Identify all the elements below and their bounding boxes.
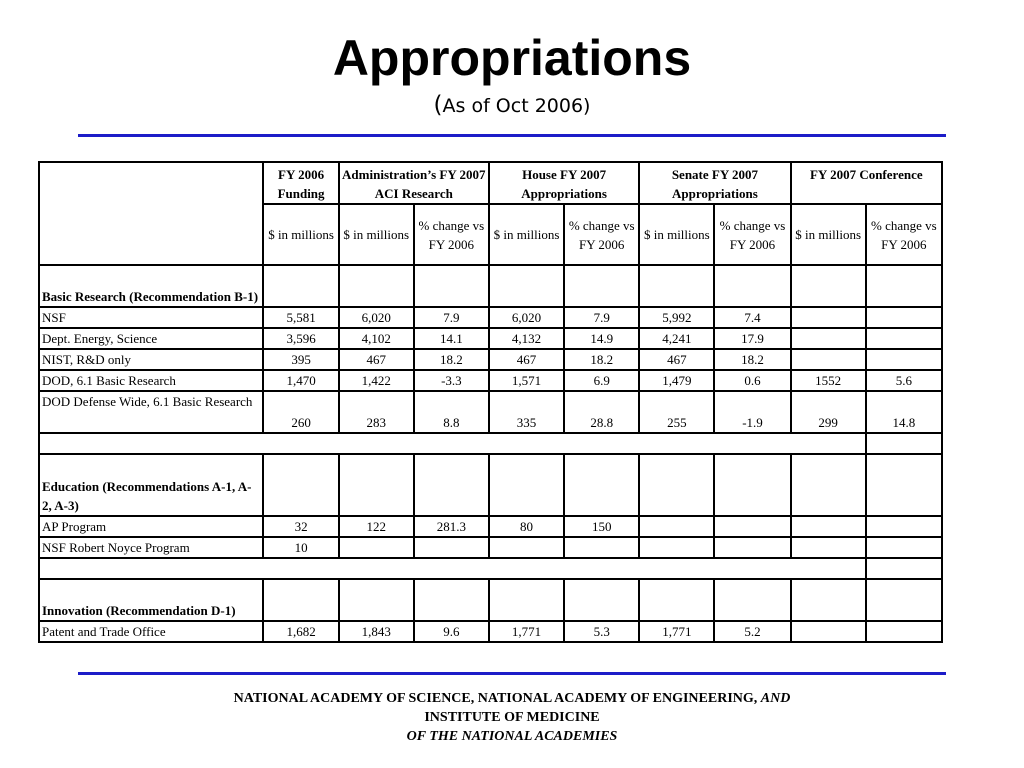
table-row <box>39 391 942 433</box>
table-row <box>39 516 942 537</box>
spacer-cell <box>39 433 866 454</box>
row-label: NSF Robert Noyce Program <box>39 537 263 558</box>
value-cell: 395 <box>263 349 338 370</box>
value-cell <box>639 537 714 558</box>
value-cell: 14.9 <box>564 328 639 349</box>
value-cell <box>639 516 714 537</box>
value-cell <box>866 328 942 349</box>
empty-cell <box>263 454 338 516</box>
empty-cell <box>866 579 942 621</box>
top-divider <box>78 134 946 137</box>
value-cell: 5.6 <box>866 370 942 391</box>
value-cell: 1,479 <box>639 370 714 391</box>
row-label: DOD Defense Wide, 6.1 Basic Research <box>39 391 263 433</box>
value-cell: 1552 <box>791 370 866 391</box>
row-label: DOD, 6.1 Basic Research <box>39 370 263 391</box>
spacer-cell <box>866 558 942 579</box>
value-cell <box>414 537 489 558</box>
value-cell: 467 <box>339 349 414 370</box>
value-cell: 283 <box>339 391 414 433</box>
row-label: Patent and Trade Office <box>39 621 263 642</box>
value-cell: 5.3 <box>564 621 639 642</box>
value-cell <box>489 537 564 558</box>
corner-cell <box>39 162 263 265</box>
footer-line-3: OF THE NATIONAL ACADEMIES <box>406 729 618 744</box>
value-cell <box>866 349 942 370</box>
value-cell: 4,132 <box>489 328 564 349</box>
value-cell: 32 <box>263 516 338 537</box>
empty-cell <box>639 579 714 621</box>
empty-cell <box>489 454 564 516</box>
empty-cell <box>866 265 942 307</box>
value-cell: 335 <box>489 391 564 433</box>
row-label: NSF <box>39 307 263 328</box>
subtitle-open-paren: ( <box>433 92 443 118</box>
value-cell <box>564 537 639 558</box>
empty-cell <box>791 454 866 516</box>
table-row <box>39 537 942 558</box>
value-cell: 299 <box>791 391 866 433</box>
section-label: Innovation (Recommendation D-1) <box>39 579 263 621</box>
value-cell <box>714 537 790 558</box>
value-cell: 1,771 <box>639 621 714 642</box>
value-cell <box>791 516 866 537</box>
value-cell: 5.2 <box>714 621 790 642</box>
value-cell: 467 <box>639 349 714 370</box>
section-header-row <box>39 579 942 621</box>
row-label: NIST, R&D only <box>39 349 263 370</box>
value-cell: 1,682 <box>263 621 338 642</box>
value-cell: 6,020 <box>339 307 414 328</box>
empty-cell <box>414 579 489 621</box>
empty-cell <box>339 454 414 516</box>
table-row <box>39 621 942 642</box>
value-cell <box>791 307 866 328</box>
empty-cell <box>263 265 338 307</box>
table-row <box>39 307 942 328</box>
value-cell: 9.6 <box>414 621 489 642</box>
header-fy2007-conference: FY 2007 Conference <box>791 162 942 204</box>
empty-cell <box>339 265 414 307</box>
empty-cell <box>639 454 714 516</box>
value-cell <box>714 516 790 537</box>
value-cell: 8.8 <box>414 391 489 433</box>
unit-header: $ in millions <box>489 204 564 265</box>
value-cell <box>339 537 414 558</box>
value-cell: 4,102 <box>339 328 414 349</box>
value-cell <box>866 516 942 537</box>
value-cell <box>791 349 866 370</box>
spacer-cell <box>866 433 942 454</box>
value-cell <box>791 621 866 642</box>
empty-cell <box>714 265 790 307</box>
unit-header: % change vs FY 2006 <box>866 204 942 265</box>
value-cell: 467 <box>489 349 564 370</box>
group-header-row <box>39 162 942 204</box>
value-cell: 7.9 <box>414 307 489 328</box>
value-cell: 4,241 <box>639 328 714 349</box>
value-cell: 1,843 <box>339 621 414 642</box>
spacer-row <box>39 433 942 454</box>
value-cell <box>866 621 942 642</box>
spacer-row <box>39 558 942 579</box>
unit-header: $ in millions <box>339 204 414 265</box>
unit-header: % change vs FY 2006 <box>414 204 489 265</box>
footer <box>0 689 1024 746</box>
value-cell: 6.9 <box>564 370 639 391</box>
footer-line-1-italic: AND <box>760 691 791 706</box>
slide-subtitle <box>0 92 1024 119</box>
value-cell: 1,571 <box>489 370 564 391</box>
appropriations-table <box>38 161 943 643</box>
value-cell: 14.1 <box>414 328 489 349</box>
value-cell: 150 <box>564 516 639 537</box>
table-row <box>39 349 942 370</box>
value-cell <box>866 537 942 558</box>
value-cell <box>791 537 866 558</box>
section-label: Basic Research (Recommendation B-1) <box>39 265 263 307</box>
header-house-fy2007: House FY 2007 Appropriations <box>489 162 639 204</box>
value-cell: 3,596 <box>263 328 338 349</box>
empty-cell <box>866 454 942 516</box>
empty-cell <box>489 265 564 307</box>
value-cell <box>791 328 866 349</box>
footer-line-1-text: NATIONAL ACADEMY OF SCIENCE, NATIONAL ACADEMY OF ENGINEERING, <box>233 691 758 706</box>
unit-header: $ in millions <box>263 204 338 265</box>
unit-header: % change vs FY 2006 <box>714 204 790 265</box>
value-cell: 28.8 <box>564 391 639 433</box>
value-cell: 5,992 <box>639 307 714 328</box>
bottom-divider <box>78 672 946 675</box>
value-cell: 7.4 <box>714 307 790 328</box>
row-label: AP Program <box>39 516 263 537</box>
value-cell: 18.2 <box>414 349 489 370</box>
value-cell: 1,771 <box>489 621 564 642</box>
value-cell: 18.2 <box>714 349 790 370</box>
value-cell: 260 <box>263 391 338 433</box>
empty-cell <box>714 454 790 516</box>
footer-line-1 <box>0 689 1024 708</box>
footer-line-2: INSTITUTE OF MEDICINE <box>424 710 600 725</box>
empty-cell <box>564 265 639 307</box>
empty-cell <box>489 579 564 621</box>
empty-cell <box>714 579 790 621</box>
value-cell: 14.8 <box>866 391 942 433</box>
spacer-cell <box>39 558 866 579</box>
table-row <box>39 370 942 391</box>
value-cell: 18.2 <box>564 349 639 370</box>
empty-cell <box>564 454 639 516</box>
value-cell: -3.3 <box>414 370 489 391</box>
header-senate-fy2007: Senate FY 2007 Appropriations <box>639 162 790 204</box>
value-cell: 1,422 <box>339 370 414 391</box>
empty-cell <box>791 265 866 307</box>
subtitle-text: As of Oct 2006) <box>442 95 591 117</box>
section-header-row <box>39 454 942 516</box>
value-cell: 17.9 <box>714 328 790 349</box>
value-cell: 281.3 <box>414 516 489 537</box>
header-fy2006-funding: FY 2006 Funding <box>263 162 338 204</box>
value-cell <box>866 307 942 328</box>
value-cell: 80 <box>489 516 564 537</box>
empty-cell <box>791 579 866 621</box>
section-label: Education (Recommendations A-1, A-2, A-3) <box>39 454 263 516</box>
value-cell: 122 <box>339 516 414 537</box>
value-cell: 6,020 <box>489 307 564 328</box>
table-row <box>39 328 942 349</box>
section-header-row <box>39 265 942 307</box>
unit-header: $ in millions <box>791 204 866 265</box>
slide-title: Appropriations <box>332 30 692 86</box>
unit-header: % change vs FY 2006 <box>564 204 639 265</box>
value-cell: 5,581 <box>263 307 338 328</box>
empty-cell <box>414 454 489 516</box>
table-body <box>39 162 942 642</box>
empty-cell <box>414 265 489 307</box>
value-cell: -1.9 <box>714 391 790 433</box>
empty-cell <box>263 579 338 621</box>
empty-cell <box>339 579 414 621</box>
unit-header: $ in millions <box>639 204 714 265</box>
row-label: Dept. Energy, Science <box>39 328 263 349</box>
value-cell: 7.9 <box>564 307 639 328</box>
value-cell: 10 <box>263 537 338 558</box>
value-cell: 0.6 <box>714 370 790 391</box>
empty-cell <box>564 579 639 621</box>
value-cell: 1,470 <box>263 370 338 391</box>
header-administration-aci: Administration’s FY 2007 ACI Research <box>339 162 489 204</box>
value-cell: 255 <box>639 391 714 433</box>
empty-cell <box>639 265 714 307</box>
